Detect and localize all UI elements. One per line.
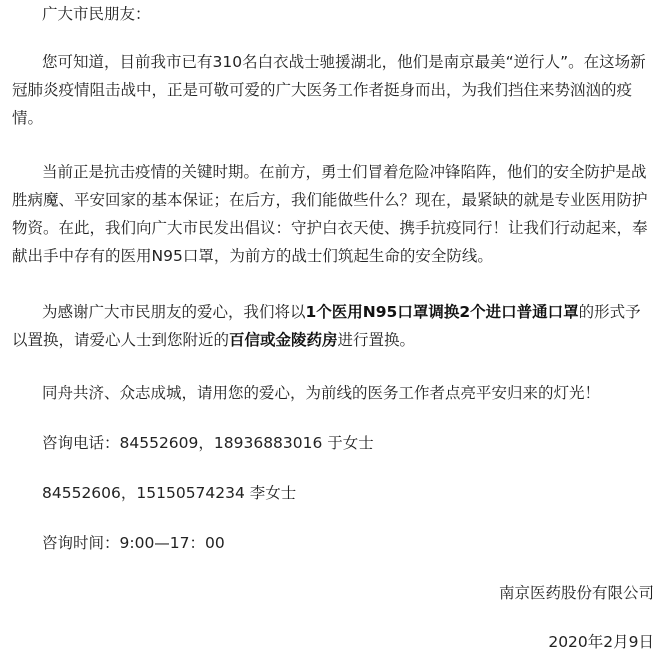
date: 2020年2月9日 bbox=[548, 633, 654, 651]
consultation-hours: 咨询时间：9:00—17：00 bbox=[42, 534, 225, 552]
paragraph-2 bbox=[12, 158, 652, 270]
paragraph-3-text-c: 进行置换。 bbox=[337, 331, 416, 349]
salutation: 广大市民朋友： bbox=[42, 5, 151, 23]
paragraph-1-text: 您可知道，目前我市已有310名白衣战士驰援湖北，他们是南京最美“逆行人”。在这场新冠肺炎疫情阻击战中，正是可敬可爱的广大医务工作者挺身而出，为我们挡住来势汹汹的疫情。 bbox=[12, 53, 646, 127]
paragraph-4: 同舟共济、众志成城，请用您的爱心，为前线的医务工作者点亮平安归来的灯光！ bbox=[42, 384, 601, 402]
paragraph-3-bold-pharmacy: 百信或金陵药房 bbox=[229, 331, 338, 349]
paragraph-3-text-a: 为感谢广大市民朋友的爱心，我们将以 bbox=[42, 303, 306, 321]
paragraph-2-text: 当前正是抗击疫情的关键时期。在前方，勇士们冒着危险冲锋陷阵，他们的安全防护是战胜病魔、平安回家的基本保证；在后方，我们能做些什么？现在，最紧缺的就是专业医用防护物资。在此，我们向广大市民发出倡议：守护白衣天使、携手抗疫同行！让我们行动起来，奉献出手中存有的医用N95口罩，为前方的战士们筑起生命的安全防线。 bbox=[12, 163, 648, 265]
contact-line-2: 84552606，15150574234 李女士 bbox=[42, 484, 297, 502]
paragraph-3-text-b: 的形式予以置换，请爱心人士到您附近的 bbox=[12, 303, 641, 349]
paragraph-3-bold-offer: 1个医用N95口罩调换2个进口普通口罩 bbox=[305, 303, 579, 321]
paragraph-3 bbox=[12, 298, 652, 354]
signature: 南京医药股份有限公司 bbox=[498, 584, 654, 602]
paragraph-1 bbox=[12, 48, 652, 132]
contact-line-1: 咨询电话：84552609，18936883016 于女士 bbox=[42, 434, 374, 452]
